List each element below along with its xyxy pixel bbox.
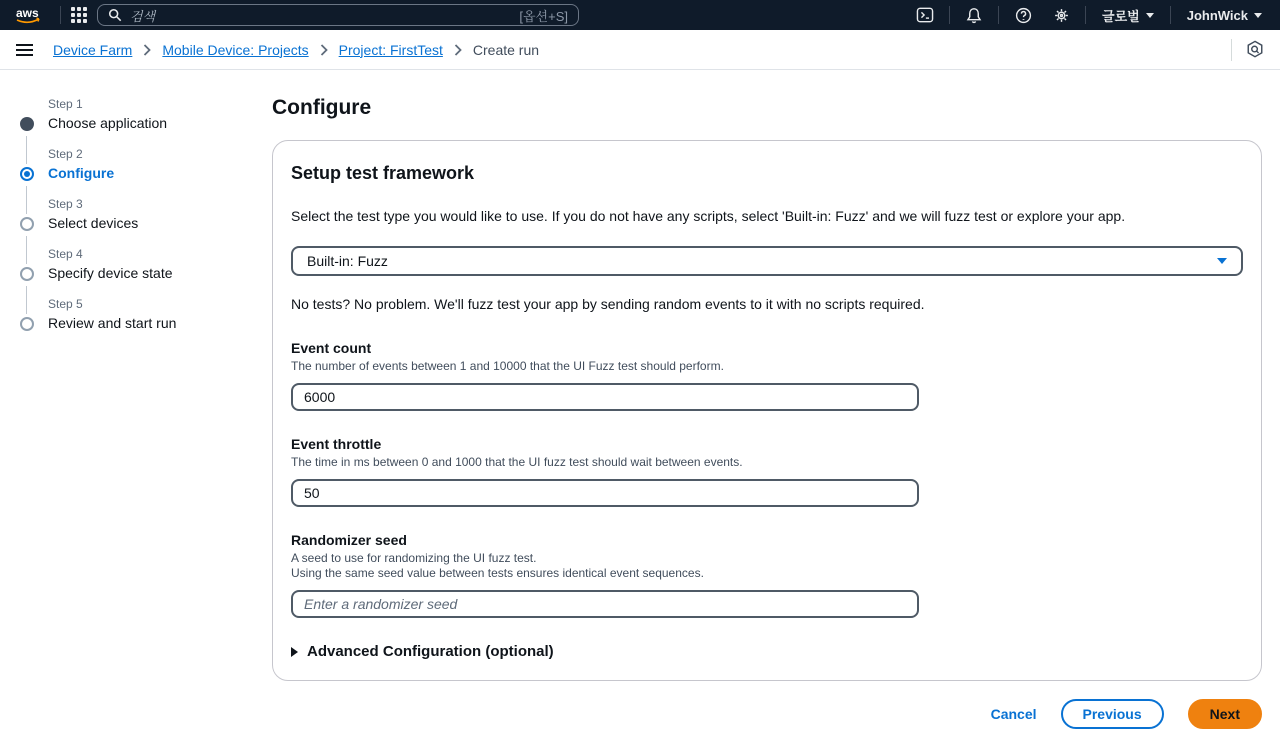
chevron-right-icon xyxy=(143,44,151,56)
topbar-divider xyxy=(998,6,999,24)
topbar-divider xyxy=(1085,6,1086,24)
chevron-right-icon xyxy=(320,44,328,56)
topbar-divider xyxy=(60,6,61,24)
amazon-q-icon[interactable] xyxy=(1246,40,1264,59)
step-item-review-and-start-run[interactable] xyxy=(20,297,252,343)
test-type-select[interactable] xyxy=(291,246,1243,276)
triangle-right-icon xyxy=(291,647,298,657)
event-throttle-input[interactable] xyxy=(291,479,919,507)
event-count-field-group xyxy=(291,340,1243,411)
main-content xyxy=(252,70,1280,749)
randomizer-seed-label: Randomizer seed xyxy=(291,532,407,548)
notifications-bell-icon[interactable] xyxy=(960,3,988,27)
chevron-down-icon xyxy=(1254,13,1262,18)
settings-gear-icon[interactable] xyxy=(1047,3,1075,27)
setup-test-framework-card xyxy=(272,140,1262,681)
step-upcoming-icon xyxy=(20,217,34,231)
account-menu[interactable] xyxy=(1181,8,1268,23)
event-throttle-label: Event throttle xyxy=(291,436,382,452)
apps-grid-icon[interactable] xyxy=(71,7,87,23)
step-label[interactable]: Specify device state xyxy=(48,265,173,281)
breadcrumb-project-firsttest[interactable]: Project: FirstTest xyxy=(338,41,443,58)
fuzz-note: No tests? No problem. We'll fuzz test your app by sending random events to it with no scripts required. xyxy=(291,296,925,312)
topbar-divider xyxy=(949,6,950,24)
step-current-icon xyxy=(20,167,34,181)
page-title: Configure xyxy=(272,96,372,119)
test-type-description: Select the test type you would like to use. If you do not have any scripts, select 'Built-in: Fuzz' and we will fuzz test or explore your app. xyxy=(291,208,1126,224)
search-placeholder: 검색 xyxy=(130,8,156,24)
topbar xyxy=(0,0,1280,30)
breadcrumb-projects[interactable]: Mobile Device: Projects xyxy=(162,41,309,58)
chevron-down-icon xyxy=(1217,258,1227,264)
randomizer-seed-input[interactable] xyxy=(291,590,919,618)
breadcrumb-device-farm[interactable]: Device Farm xyxy=(53,41,133,58)
step-upcoming-icon xyxy=(20,267,34,281)
step-item-specify-device-state[interactable] xyxy=(20,247,252,293)
step-number: Step 1 xyxy=(48,97,83,111)
cancel-button[interactable]: Cancel xyxy=(990,706,1037,722)
step-label[interactable]: Review and start run xyxy=(48,315,177,331)
event-count-input[interactable] xyxy=(291,383,919,411)
randomizer-seed-field-group xyxy=(291,532,1243,618)
region-selector[interactable] xyxy=(1096,6,1160,25)
help-icon[interactable] xyxy=(1009,3,1037,27)
chevron-down-icon xyxy=(1146,13,1154,18)
breadcrumb-right-tools xyxy=(1231,39,1264,61)
step-upcoming-icon xyxy=(20,317,34,331)
step-item-select-devices[interactable] xyxy=(20,197,252,243)
topbar-divider xyxy=(1170,6,1171,24)
breadcrumb-current: Create run xyxy=(472,41,540,58)
search-input[interactable] xyxy=(97,4,579,26)
side-menu-hamburger-icon[interactable] xyxy=(16,43,33,57)
card-title: Setup test framework xyxy=(291,163,475,183)
step-label[interactable]: Configure xyxy=(48,165,115,181)
advanced-configuration-expander[interactable] xyxy=(291,643,1243,660)
cloudshell-icon[interactable] xyxy=(911,3,939,27)
event-throttle-field-group xyxy=(291,436,1243,507)
step-label[interactable]: Choose application xyxy=(48,115,168,131)
step-completed-icon xyxy=(20,117,34,131)
previous-button[interactable]: Previous xyxy=(1061,699,1164,729)
wizard-steps-sidebar xyxy=(0,70,252,347)
breadcrumb-bar xyxy=(0,30,1280,70)
step-label[interactable]: Select devices xyxy=(48,215,139,231)
randomizer-seed-help-2: Using the same seed value between tests ensures identical event sequences. xyxy=(291,566,704,580)
main-layout xyxy=(0,70,1280,749)
event-count-label: Event count xyxy=(291,340,372,356)
event-count-help: The number of events between 1 and 10000 that the UI Fuzz test should perform. xyxy=(291,359,724,373)
aws-logo-icon[interactable] xyxy=(12,4,46,26)
breadcrumb xyxy=(53,42,1231,58)
search-shortcut-hint: [옵션+S] xyxy=(519,8,568,24)
next-button[interactable]: Next xyxy=(1188,699,1262,729)
step-number: Step 5 xyxy=(48,297,83,311)
randomizer-seed-help-1: A seed to use for randomizing the UI fuzz test. xyxy=(291,551,537,565)
vertical-divider xyxy=(1231,39,1232,61)
step-item-configure[interactable] xyxy=(20,147,252,193)
step-number: Step 2 xyxy=(48,147,83,161)
advanced-configuration-label: Advanced Configuration (optional) xyxy=(307,643,554,660)
step-number: Step 3 xyxy=(48,197,83,211)
step-number: Step 4 xyxy=(48,247,83,261)
event-throttle-help: The time in ms between 0 and 1000 that the UI fuzz test should wait between events. xyxy=(291,455,743,469)
chevron-right-icon xyxy=(454,44,462,56)
account-name: JohnWick xyxy=(1186,7,1248,23)
search-icon xyxy=(108,8,122,22)
step-item-choose-application[interactable] xyxy=(20,97,252,143)
test-type-selected-value: Built-in: Fuzz xyxy=(307,253,388,269)
svg-text:aws: aws xyxy=(16,6,39,20)
wizard-footer-actions xyxy=(272,699,1262,729)
region-label: 글로벌 xyxy=(1102,8,1140,24)
